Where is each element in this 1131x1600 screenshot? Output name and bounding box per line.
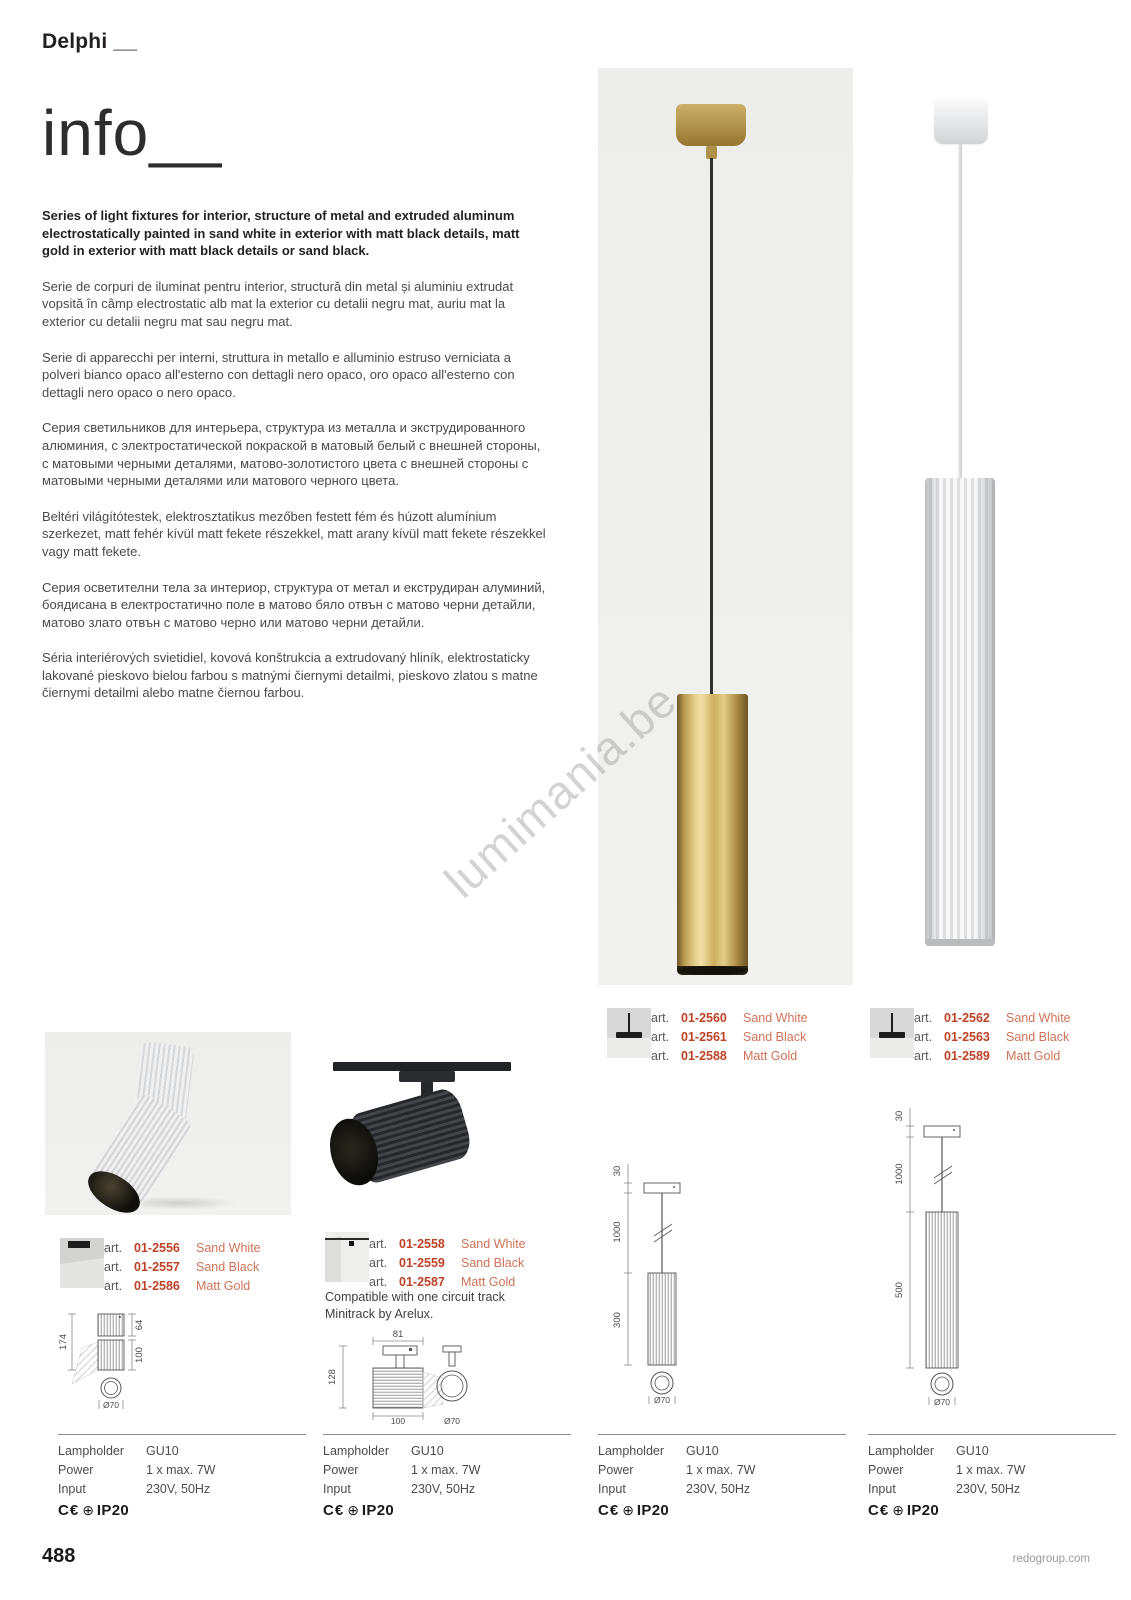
article-code: 01-2562	[944, 1010, 990, 1025]
pendant-500-dimension-drawing	[868, 1078, 978, 1408]
surface-spot-dimension-drawing	[58, 1306, 188, 1410]
brand-underscore: __	[107, 30, 138, 53]
certification-row	[323, 1500, 571, 1520]
white-pendant-body-photo	[925, 478, 995, 946]
spec-row: Lampholder GU10	[598, 1443, 719, 1458]
article-finish: Sand White	[196, 1240, 261, 1255]
dim-body-height: 500	[894, 1282, 905, 1298]
article-row: art. 01-2557 Sand Black	[104, 1259, 260, 1274]
ip-rating: IP20	[636, 1501, 669, 1519]
ce-mark-icon: C€	[58, 1501, 80, 1519]
certification-row	[58, 1500, 306, 1520]
article-list-pendant-300	[651, 1008, 841, 1065]
article-row: art. 01-2588 Matt Gold	[651, 1048, 798, 1063]
intro-paragraph-sk: Séria interiérových svietidiel, kovová konštrukcia a extrudovaný hliník, elektrostaticky lakované pieskovo bielou farbou s matnými čiernymi detailmi, pieskovo zlatou s matne čiernymi detailmi alebo matne čiernou farbou.	[42, 650, 538, 701]
spec-row: Lampholder GU10	[58, 1443, 179, 1458]
ip-rating: IP20	[96, 1501, 129, 1519]
dim-total-height: 174	[58, 1334, 69, 1350]
article-row: art. 01-2561 Sand Black	[651, 1029, 807, 1044]
spec-row: Lampholder GU10	[323, 1443, 444, 1458]
article-row: art. 01-2589 Matt Gold	[914, 1048, 1061, 1063]
brand-title: Delphi __	[42, 30, 138, 53]
dim-suspension: 1000	[612, 1221, 623, 1243]
intro-paragraph-ro: Serie de corpuri de iluminat pentru interior, structură din metal și aluminiu extrudat vopsită în câmp electrostatic alb mat la exterior cu detalii negru mat, auriu mat la exterior cu detalii negru mat sau negru mat.	[42, 278, 514, 329]
dim-diameter: Ø70	[933, 1397, 951, 1407]
certification-circle-icon: ⊕	[347, 1501, 359, 1518]
certification-circle-icon: ⊕	[622, 1501, 634, 1518]
watermark: lumimania.be	[433, 672, 687, 908]
spec-row: Input 230V, 50Hz	[868, 1481, 1021, 1496]
ce-mark-icon: C€	[323, 1501, 345, 1519]
dim-suspension: 1000	[894, 1163, 905, 1185]
certification-circle-icon: ⊕	[82, 1501, 94, 1518]
gold-pendant-rim	[677, 966, 748, 975]
article-list-pendant-500	[914, 1008, 1104, 1065]
article-row: art. 01-2558 Sand White	[369, 1236, 526, 1251]
article-finish: Sand White	[1006, 1010, 1071, 1025]
spec-table-pendant-500	[868, 1434, 1116, 1520]
spec-row: Power 1 x max. 7W	[868, 1462, 1026, 1477]
ip-rating: IP20	[361, 1501, 394, 1519]
track-rail-photo	[333, 1062, 511, 1071]
pendant-thumb-icon	[870, 1008, 914, 1058]
gold-pendant-cable-photo	[710, 158, 713, 695]
spec-table-surface-spot	[58, 1434, 306, 1520]
pendant-300-dimension-drawing	[598, 1140, 703, 1406]
spec-row: Power 1 x max. 7W	[598, 1462, 756, 1477]
spec-row: Lampholder GU10	[868, 1443, 989, 1458]
article-finish: Matt Gold	[196, 1278, 251, 1293]
dim-diameter: Ø70	[443, 1416, 461, 1424]
article-finish: Matt Gold	[1006, 1048, 1061, 1063]
article-code: 01-2563	[944, 1029, 990, 1044]
article-finish: Sand White	[461, 1236, 526, 1251]
track-spot-thumb-icon	[325, 1232, 369, 1282]
article-code: 01-2589	[944, 1048, 990, 1063]
article-row: art. 01-2562 Sand White	[914, 1010, 1071, 1025]
dim-diameter: Ø70	[102, 1400, 120, 1410]
certification-row	[868, 1500, 1116, 1520]
article-finish: Sand Black	[1006, 1029, 1070, 1044]
article-row: art. 01-2587 Matt Gold	[369, 1274, 516, 1289]
article-row: art. 01-2560 Sand White	[651, 1010, 808, 1025]
intro-paragraph-it: Serie di apparecchi per interni, struttura in metallo e alluminio estruso verniciata a polveri bianco opaco all'esterno con dettagli nero opaco, oro opaco all'esterno con dettagli nero opaco o nero opaco.	[42, 349, 515, 400]
page-number: 488	[42, 1545, 76, 1567]
spec-table-pendant-300	[598, 1434, 846, 1520]
gold-pendant-body-photo	[677, 694, 748, 975]
spec-row: Input 230V, 50Hz	[58, 1481, 211, 1496]
dim-width: 81	[392, 1329, 404, 1340]
article-code: 01-2557	[134, 1259, 180, 1274]
dim-height: 128	[327, 1369, 338, 1385]
article-code: 01-2556	[134, 1240, 180, 1255]
website-link[interactable]: redogroup.com	[1012, 1553, 1090, 1565]
spec-row: Power 1 x max. 7W	[323, 1462, 481, 1477]
ce-mark-icon: C€	[868, 1501, 890, 1519]
article-row: art. 01-2586 Matt Gold	[104, 1278, 251, 1293]
intro-paragraph-en: Series of light fixtures for interior, structure of metal and extruded aluminum electrostatically painted in sand white in exterior with matt black details, matt gold in exterior with matt black details or sand black.	[42, 208, 520, 259]
article-finish: Sand Black	[743, 1029, 807, 1044]
article-code: 01-2588	[681, 1048, 727, 1063]
article-code: 01-2586	[134, 1278, 180, 1293]
spec-table-track-spot	[323, 1434, 571, 1520]
article-row: art. 01-2563 Sand Black	[914, 1029, 1070, 1044]
ip-rating: IP20	[906, 1501, 939, 1519]
article-code: 01-2561	[681, 1029, 727, 1044]
dim-body-width: 100	[390, 1416, 406, 1424]
ce-mark-icon: C€	[598, 1501, 620, 1519]
dim-body-height: 300	[612, 1312, 623, 1328]
intro-text-column	[42, 207, 550, 720]
track-spot-dimension-drawing	[325, 1328, 473, 1424]
dim-canopy-height: 30	[612, 1165, 623, 1177]
dim-diameter: Ø70	[653, 1395, 671, 1405]
article-finish: Sand Black	[196, 1259, 260, 1274]
article-finish: Sand Black	[461, 1255, 525, 1270]
article-row: art. 01-2556 Sand White	[104, 1240, 261, 1255]
certification-row	[598, 1500, 846, 1520]
article-finish: Matt Gold	[743, 1048, 798, 1063]
certification-circle-icon: ⊕	[892, 1501, 904, 1518]
spec-row: Input 230V, 50Hz	[323, 1481, 476, 1496]
article-row: art. 01-2559 Sand Black	[369, 1255, 525, 1270]
dim-top-height: 64	[134, 1319, 145, 1331]
spec-row: Power 1 x max. 7W	[58, 1462, 216, 1477]
white-pendant-rim	[925, 939, 995, 946]
article-list-surface-spot	[104, 1238, 294, 1295]
track-compatibility-note: Compatible with one circuit track Minitrack by Arelux.	[325, 1290, 505, 1321]
gold-pendant-canopy-photo	[676, 104, 746, 146]
article-finish: Sand White	[743, 1010, 808, 1025]
track-adapter-photo	[399, 1071, 455, 1082]
white-pendant-stem-photo	[958, 144, 962, 480]
article-code: 01-2558	[399, 1236, 445, 1251]
spec-row: Input 230V, 50Hz	[598, 1481, 751, 1496]
intro-paragraph-bg: Серия осветителни тела за интериор, структура от метал и екструдиран алуминий, боядисана в електростатично поле в матово бяло отвън с матово черни детайли, матово злато отвън с матово черно или матово черни детайли.	[42, 579, 546, 630]
intro-paragraph-hu: Beltéri világítótestek, elektrosztatikus mezőben festett fém és húzott alumínium szerkezet, matt fehér kívül matt fekete részekkel, matt arany kívül matt fekete részekkel vagy matt fekete.	[42, 508, 546, 559]
article-code: 01-2560	[681, 1010, 727, 1025]
article-finish: Matt Gold	[461, 1274, 516, 1289]
page-title: info__	[42, 97, 223, 169]
white-pendant-canopy-photo	[934, 98, 988, 144]
surface-spot-thumb-icon	[60, 1238, 104, 1288]
article-code: 01-2587	[399, 1274, 445, 1289]
intro-paragraph-ru: Серия светильников для интерьера, структура из металла и экструдированного алюминия, с электростатической покраской в матовый белый с внешней стороны, с матовыми черными деталями, матово-золотистого цвета с внешней стороны с матовыми черными деталями или матового черного цвета.	[42, 420, 541, 489]
dim-body-height: 100	[134, 1347, 145, 1363]
article-list-track-spot	[369, 1234, 559, 1291]
article-code: 01-2559	[399, 1255, 445, 1270]
pendant-thumb-icon	[607, 1008, 651, 1058]
dim-canopy-height: 30	[894, 1110, 905, 1122]
title-underscore: __	[149, 97, 223, 169]
